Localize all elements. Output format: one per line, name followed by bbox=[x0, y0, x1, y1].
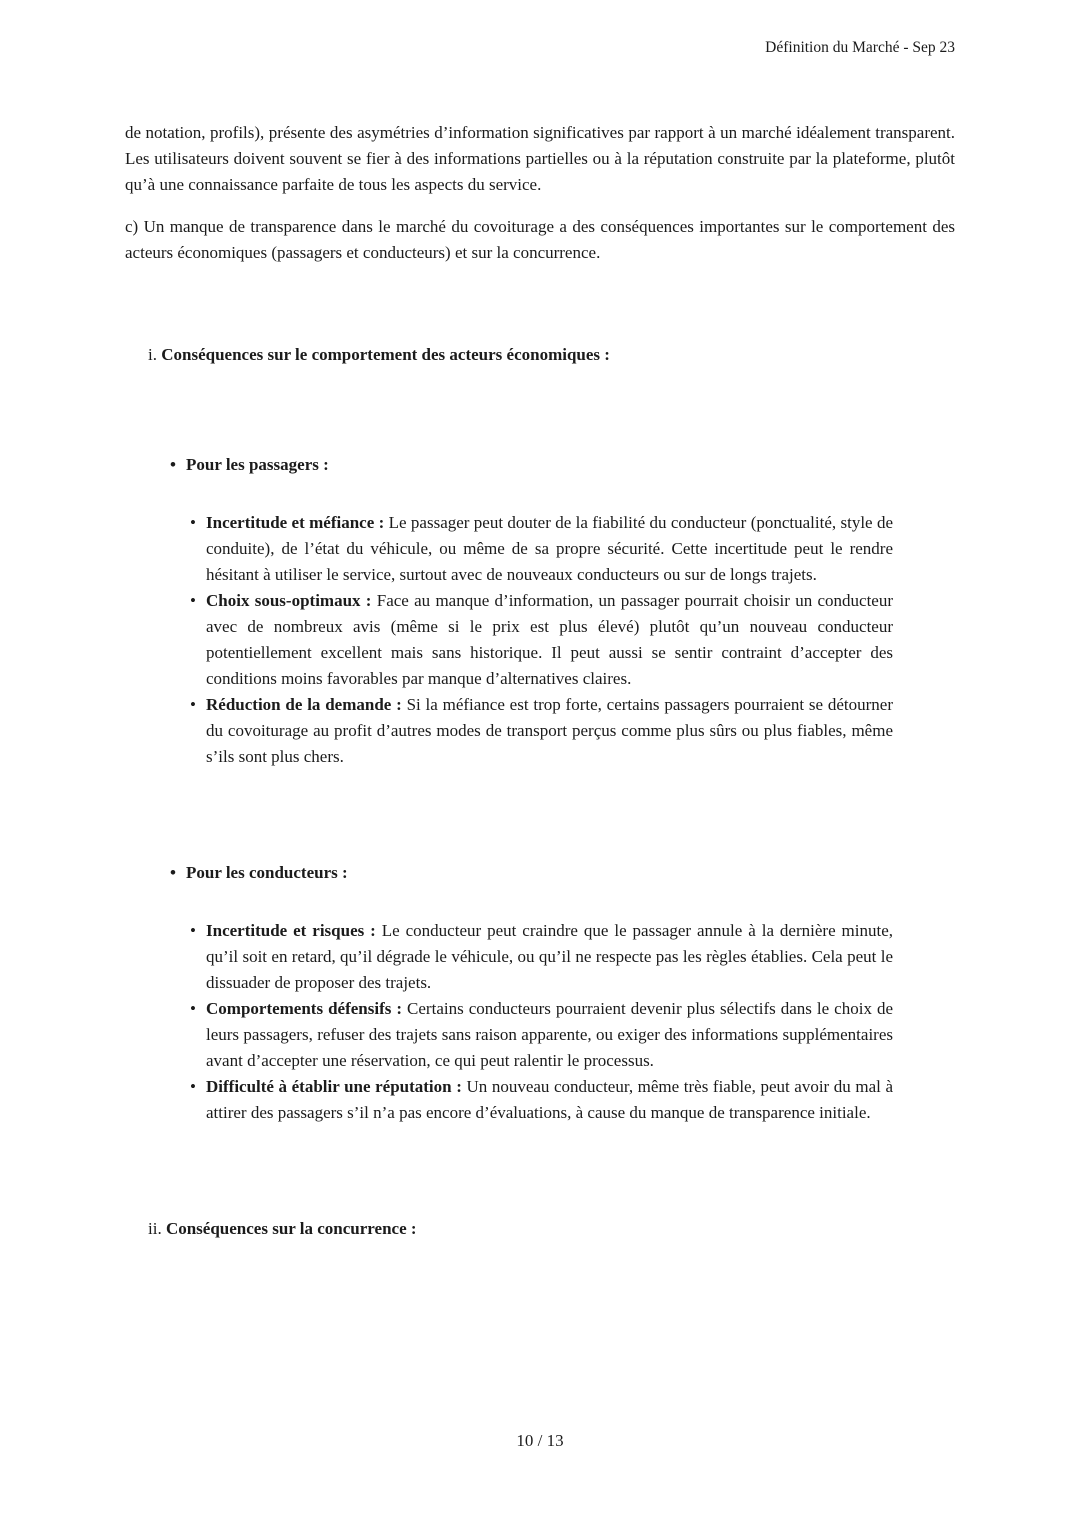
item-body: Si la méfiance est trop forte, certains passagers pourraient se détourner du covoiturage au profit d’autres modes de transport perçus comme plus sûrs ou plus fiables, même s’ils sont plus chers. bbox=[206, 695, 893, 766]
list-item bbox=[190, 692, 893, 770]
bullet-marker: • bbox=[190, 1077, 196, 1096]
section-title: Conséquences sur le comportement des acteurs économiques : bbox=[161, 345, 610, 364]
group-heading-label: Pour les conducteurs : bbox=[186, 863, 348, 882]
list-item-text bbox=[206, 588, 893, 692]
list-item bbox=[190, 918, 893, 996]
bullet-marker: • bbox=[190, 999, 196, 1018]
bullet-marker: • bbox=[190, 921, 196, 940]
section-marker: ii. bbox=[148, 1219, 162, 1238]
item-lead: Difficulté à établir une réputation : bbox=[206, 1077, 462, 1096]
item-body: Le passager peut douter de la fiabilité du conducteur (ponctualité, style de conduite), de l’état du véhicule, ou même de sa propre sécurité. Cette incertitude peut le rendre hésitant à utiliser le service, surtout avec de nouveaux conducteurs ou sur de longs trajets. bbox=[206, 513, 893, 584]
bullet-marker: • bbox=[170, 863, 176, 882]
item-lead: Incertitude et risques : bbox=[206, 921, 376, 940]
item-lead: Réduction de la demande : bbox=[206, 695, 402, 714]
item-body: Certains conducteurs pourraient devenir plus sélectifs dans le choix de leurs passagers, refuser des trajets sans raison apparente, ou exiger des informations supplémentaires avant d’accepter une réservation, ce qui peut ralentir le processus. bbox=[206, 999, 893, 1070]
list-item bbox=[190, 510, 893, 588]
group-heading-passengers bbox=[170, 452, 955, 478]
section-title: Conséquences sur la concurrence : bbox=[165, 1219, 417, 1238]
list-item-text bbox=[206, 510, 893, 588]
group-heading-drivers bbox=[170, 860, 955, 886]
paragraph-c: c) Un manque de transparence dans le marché du covoiturage a des conséquences importantes sur le comportement des acteurs économiques (passagers et conducteurs) et sur la concurrence. bbox=[125, 217, 955, 262]
section-heading-ii bbox=[148, 1216, 955, 1242]
section-marker: i. bbox=[148, 345, 157, 364]
drivers-list bbox=[190, 918, 893, 1126]
document-title: Définition du Marché - Sep 23 bbox=[765, 39, 955, 56]
list-item bbox=[190, 996, 893, 1074]
section-heading-i bbox=[148, 342, 955, 368]
passengers-list bbox=[190, 510, 893, 770]
item-lead: Incertitude et méfiance : bbox=[206, 513, 385, 532]
list-item-text bbox=[206, 1074, 893, 1126]
bullet-marker: • bbox=[190, 695, 196, 714]
running-header bbox=[125, 38, 955, 58]
paragraph-continuation: de notation, profils), présente des asymétries d’information significatives par rapport à un marché idéalement transparent. Les utilisateurs doivent souvent se fier à des informations partielles ou à la réputation construite par la plateforme, plutôt qu’à une connaissance parfaite de tous les aspects du service. bbox=[125, 123, 955, 194]
bullet-marker: • bbox=[190, 591, 196, 610]
bullet-marker: • bbox=[170, 455, 176, 474]
item-body: Face au manque d’information, un passager pourrait choisir un conducteur avec de nombreux avis (même si le prix est plus élevé) plutôt qu’un nouveau conducteur potentiellement excellent mais sans historique. Il peut aussi se sentir contraint d’accepter des conditions moins favorables par manque d’alternatives claires. bbox=[206, 591, 894, 688]
item-body: Un nouveau conducteur, même très fiable, peut avoir du mal à attirer des passagers s’il n’a pas encore d’évaluations, à cause du manque de transparence initiale. bbox=[206, 1077, 894, 1122]
list-item bbox=[190, 588, 893, 692]
page-number: 10 / 13 bbox=[516, 1431, 564, 1450]
item-lead: Comportements défensifs : bbox=[206, 999, 403, 1018]
item-body: Le conducteur peut craindre que le passager annule à la dernière minute, qu’il soit en retard, qu’il dégrade le véhicule, ou qu’il ne respecte pas les règles établies. Cela peut le dissuader de proposer des trajets. bbox=[206, 921, 894, 992]
bullet-marker: • bbox=[190, 513, 196, 532]
item-lead: Choix sous-optimaux : bbox=[206, 591, 372, 610]
list-item bbox=[190, 1074, 893, 1126]
list-item-text bbox=[206, 918, 893, 996]
group-heading-label: Pour les passagers : bbox=[186, 455, 329, 474]
list-item-text bbox=[206, 692, 893, 770]
list-item-text bbox=[206, 996, 893, 1074]
